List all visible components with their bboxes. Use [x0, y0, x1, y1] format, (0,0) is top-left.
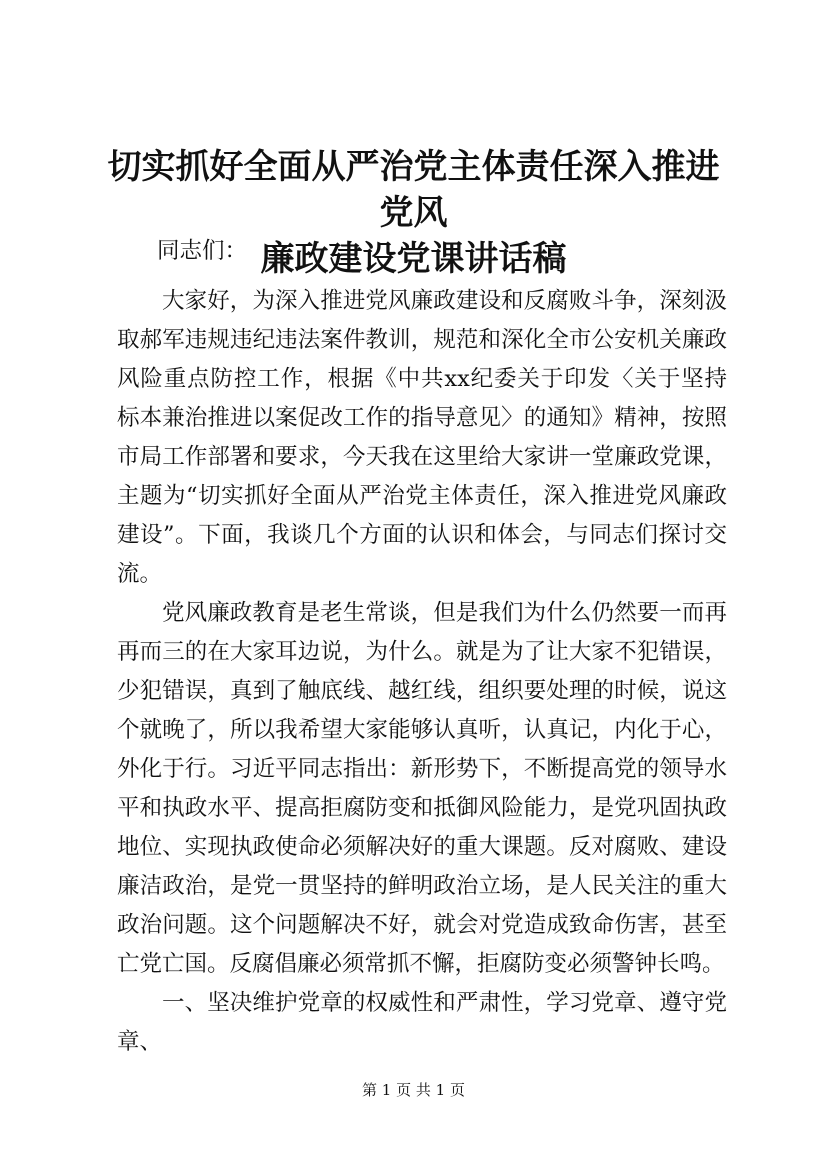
- paragraph-3: 一、坚决维护党章的权威性和严肃性，学习党章、遵守党章、: [117, 990, 727, 1055]
- page-footer: 第 1 页 共 1 页: [362, 1081, 465, 1099]
- title-line-1: 切实抓好全面从严治党主体责任深入推进党风: [107, 147, 720, 233]
- greeting: 同志们：: [157, 238, 248, 264]
- document-body: [117, 232, 727, 1062]
- paragraph-2: 党风廉政教育是老生常谈，但是我们为什么仍然要一而再再而三的在大家耳边说，为什么。就是为了让大家不犯错误，少犯错误，真到了触底线、越红线，组织要处理的时候，说这个就晚了，所以我希望大家能够认真听，认真记，内化于心，外化于行。习近平同志指出：新形势下，不断提高党的领导水平和执政水平、提高拒腐防变和抵御风险能力，是党巩固执政地位、实现执政使命必须解决好的重大课题。反对腐败、建设廉洁政治，是党一贯坚持的鲜明政治立场，是人民关注的重大政治问题。这个问题解决不好，就会对党造成致命伤害，甚至亡党亡国。反腐倡廉必须常抓不懈，拒腐防变必须警钟长鸣。: [117, 600, 727, 977]
- title-line-2: 廉政建设党课讲话稿: [260, 239, 567, 279]
- paragraph-1: 大家好，为深入推进党风廉政建设和反腐败斗争，深刻汲取郝军违规违纪违法案件教训，规范和深化全市公安机关廉政风险重点防控工作，根据《中共xx纪委关于印发〈关于坚持标本兼治推进以案促改工作的指导意见〉的通知》精神，按照市局工作部署和要求，今天我在这里给大家讲一堂廉政党课，主题为“切实抓好全面从严治党主体责任，深入推进党风廉政建设”。下面，我谈几个方面的认识和体会，与同志们探讨交流。: [117, 288, 727, 587]
